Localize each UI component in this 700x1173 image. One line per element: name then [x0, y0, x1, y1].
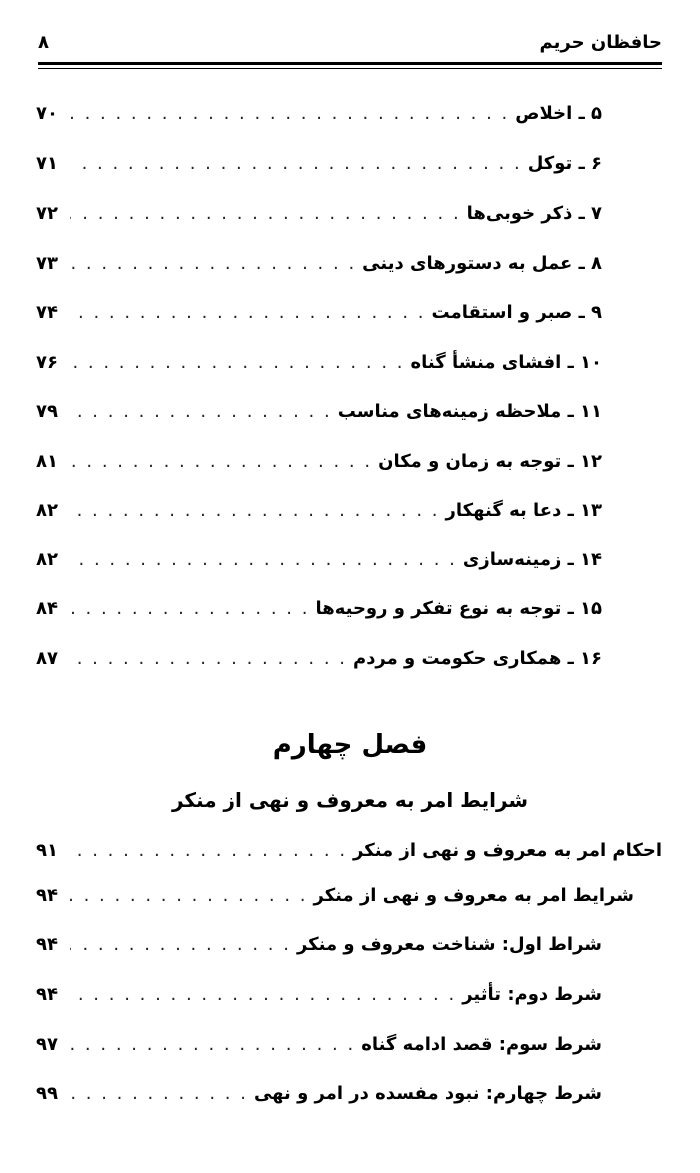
toc-entry-page: ۹۴ — [36, 885, 58, 906]
chapter-title: فصل چهارم — [272, 730, 428, 760]
toc-entry-label: ۵ ـ اخلاص — [515, 103, 602, 124]
leader-dots — [70, 401, 332, 422]
leader-dots — [70, 352, 405, 373]
leader-dots — [70, 598, 309, 619]
leader-dots — [70, 103, 509, 124]
leader-dots — [70, 253, 356, 274]
leader-dots — [70, 549, 457, 570]
toc-entry-label: ۱۶ ـ همکاری حکومت و مردم — [353, 648, 602, 669]
toc-entry — [36, 500, 602, 530]
toc-entry — [36, 253, 602, 283]
leader-dots — [70, 1083, 248, 1104]
toc-entry — [36, 984, 602, 1014]
toc-entry-page: ۹۴ — [36, 984, 58, 1005]
leader-dots — [70, 1034, 355, 1055]
leader-dots — [70, 934, 291, 955]
toc-entry — [36, 103, 602, 133]
toc-entry-page: ۸۲ — [36, 549, 58, 570]
page-header — [38, 28, 662, 64]
toc-entry — [36, 153, 602, 183]
toc-entry-label: ۶ ـ توکل — [527, 153, 602, 174]
leader-dots — [70, 451, 372, 472]
toc-entry-label: ۱۴ ـ زمینه‌سازی — [462, 549, 602, 570]
leader-dots — [70, 153, 522, 174]
toc-entry-page: ۸۷ — [36, 648, 58, 669]
toc-entry — [36, 1034, 602, 1064]
toc-entry-label: ۱۲ ـ توجه به زمان و مکان — [378, 451, 602, 472]
toc-entry-page: ۸۲ — [36, 500, 58, 521]
toc-entry-page: ۸۱ — [36, 451, 58, 472]
chapter-subtitle: شرایط امر به معروف و نهی از منکر — [171, 788, 529, 812]
toc-entry — [36, 401, 602, 431]
toc-entry-page: ۹۱ — [36, 840, 58, 861]
running-title: حافظان حریم — [539, 32, 662, 53]
toc-entry — [36, 203, 602, 233]
toc-entry-label: احکام امر به معروف و نهی از منکر — [353, 840, 662, 861]
toc-entry-page: ۹۴ — [36, 934, 58, 955]
toc-entry-label: ۱۰ ـ افشای منشأ گناه — [410, 352, 602, 373]
toc-entry — [36, 885, 634, 915]
toc-entry — [36, 840, 662, 870]
toc-entry-label: شرایط امر به معروف و نهی از منکر — [313, 885, 634, 906]
toc-entry-label: شرط دوم: تأثیر — [462, 984, 602, 1005]
toc-entry-page: ۹۷ — [36, 1034, 58, 1055]
leader-dots — [70, 984, 456, 1005]
leader-dots — [70, 500, 440, 521]
toc-entry-label: شرط سوم: قصد ادامه گناه — [361, 1034, 602, 1055]
toc-entry — [36, 934, 602, 964]
toc-entry-page: ۸۴ — [36, 598, 58, 619]
header-rule-thin — [38, 68, 662, 69]
toc-entry-label: شرط چهارم: نبود مفسده در امر و نهی — [253, 1083, 602, 1104]
toc-entry-label: ۸ ـ عمل به دستورهای دینی — [362, 253, 602, 274]
toc-entry — [36, 648, 602, 678]
toc-entry-page: ۷۹ — [36, 401, 58, 422]
toc-entry — [36, 352, 602, 382]
page-number: ۸ — [38, 32, 49, 53]
toc-entry-label: ۱۵ ـ توجه به نوع تفکر و روحیه‌ها — [315, 598, 602, 619]
toc-entry — [36, 302, 602, 332]
header-rule-thick — [38, 62, 662, 65]
leader-dots — [70, 302, 426, 323]
toc-entry-label: شراط اول: شناخت معروف و منکر — [296, 934, 602, 955]
toc-entry — [36, 598, 602, 628]
toc-entry — [36, 549, 602, 579]
toc-entry-page: ۷۴ — [36, 302, 58, 323]
leader-dots — [70, 203, 461, 224]
toc-entry-page: ۷۰ — [36, 103, 58, 124]
toc-entry — [36, 1083, 602, 1113]
toc-entry-page: ۹۹ — [36, 1083, 58, 1104]
leader-dots — [70, 885, 308, 906]
toc-entry-page: ۷۲ — [36, 203, 58, 224]
toc-entry-label: ۹ ـ صبر و استقامت — [431, 302, 602, 323]
toc-entry-page: ۷۶ — [36, 352, 58, 373]
leader-dots — [70, 648, 347, 669]
toc-entry-page: ۷۳ — [36, 253, 58, 274]
toc-entry-label: ۱۱ ـ ملاحظه زمینه‌های مناسب — [337, 401, 602, 422]
toc-entry-label: ۷ ـ ذکر خوبی‌ها — [466, 203, 602, 224]
toc-entry-page: ۷۱ — [36, 153, 58, 174]
toc-entry — [36, 451, 602, 481]
leader-dots — [70, 840, 347, 861]
toc-entry-label: ۱۳ ـ دعا به گنهکار — [445, 500, 602, 521]
